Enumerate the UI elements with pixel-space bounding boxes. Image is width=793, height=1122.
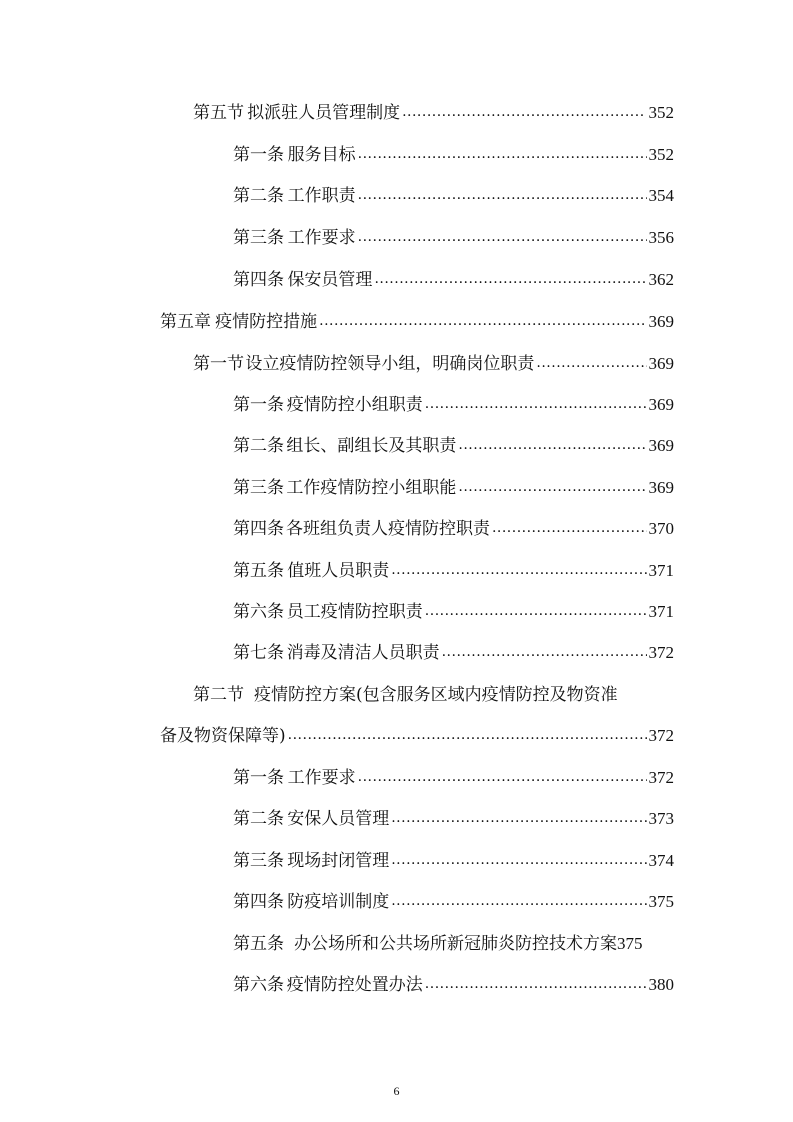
toc-entry-label: 第七条 [233,643,284,663]
toc-leader-dots [425,395,647,413]
toc-entry-title: 值班人员职责 [287,561,390,581]
toc-entry-page: 352 [648,145,674,164]
toc-leader-dots [358,186,647,204]
toc-entry[interactable] [193,94,674,124]
toc-leader-dots [288,726,647,744]
toc-entry-page: 354 [648,186,674,205]
toc-entry-page: 371 [648,561,674,580]
toc-entry-title: 消毒及清洁人员职责 [286,643,440,663]
toc-entry-label: 第一条 [233,768,284,788]
toc-entry-title: 各班组负责人疫情防控职责 [285,519,490,539]
toc-entry-label: 第六条 [233,602,284,622]
toc-entry-label: 第四条 [233,892,284,912]
toc-entry-page: 362 [648,270,674,289]
toc-entry[interactable] [160,303,674,333]
toc-entry-title: 设立疫情防控领导小组，明确岗位职责 [245,354,535,374]
toc-entry-label: 第一条 [233,145,284,165]
toc-entry-title: 疫情防控处置办法 [286,975,423,995]
toc-entry-page: 372 [648,643,674,662]
toc-leader-dots [425,602,647,620]
toc-entry-label: 第二条 [233,186,284,206]
toc-entry-label: 第五条 [233,934,284,954]
toc-entry-title: 办公场所和公共场所新冠肺炎防控技术方案 [294,934,617,954]
toc-leader-dots [358,768,647,786]
toc-entry-title: 工作要求 [287,768,356,788]
toc-entry-title: 疫情防控措施 [215,312,318,332]
toc-entry[interactable] [233,136,674,166]
toc-entry[interactable] [233,759,674,789]
toc-leader-dots [358,145,647,163]
toc-entry[interactable] [233,469,674,499]
toc-entry-title: 防疫培训制度 [287,892,390,912]
toc-entry-title: 工作要求 [287,228,356,248]
toc-entry[interactable] [233,966,674,996]
toc-entry-title: 员工疫情防控职责 [286,602,423,622]
toc-entry-title: 工作职责 [287,186,356,206]
toc-entry-page: 352 [648,103,674,122]
toc-entry-continuation[interactable] [160,717,674,747]
toc-entry-page: 372 [648,726,674,745]
toc-entry-title: 疫情防控小组职责 [286,395,423,415]
toc-entry-page: 373 [648,809,674,828]
toc-entry-title: 组长、副组长及其职责 [286,436,457,456]
toc-entry-label: 第二条 [233,436,284,456]
toc-entry[interactable] [233,177,674,207]
toc-entry-page: 380 [648,975,674,994]
toc-entry[interactable] [193,676,674,706]
toc-entry-page: 369 [648,436,674,455]
toc-entry-title: 现场封闭管理 [287,851,390,871]
toc-leader-dots [391,892,646,910]
toc-entry-label: 第二节 [193,685,244,705]
toc-entry[interactable] [233,219,674,249]
toc-entry-label: 第三条 [233,478,284,498]
toc-entry[interactable] [233,925,674,955]
toc-entry[interactable] [233,261,674,291]
toc-entry-label: 第三条 [233,851,284,871]
toc-entry[interactable] [233,386,674,416]
toc-entry[interactable] [233,552,674,582]
toc-entry-label: 第五章 [160,312,211,332]
toc-entry[interactable] [233,800,674,830]
toc-entry[interactable] [233,634,674,664]
toc-entry[interactable] [193,345,674,375]
toc-entry-label: 第三条 [233,228,284,248]
toc-entry-label: 第四条 [233,519,284,539]
toc-entry-title: 工作疫情防控小组职能 [286,478,457,498]
toc-entry-page: 369 [648,395,674,414]
toc-entry-page: 372 [648,768,674,787]
toc-leader-dots [425,975,647,993]
toc-entry-label: 第六条 [233,975,284,995]
toc-entry-page: 375 [648,892,674,911]
toc-entry[interactable] [233,883,674,913]
toc-entry[interactable] [233,593,674,623]
toc-entry-page: 375 [617,934,643,953]
toc-entry-title: 保安员管理 [287,270,373,290]
toc-leader-dots [536,354,646,372]
toc-leader-dots [492,519,647,537]
toc-leader-dots [391,809,646,827]
toc-entry-title: 服务目标 [287,145,356,165]
toc-entry-page: 369 [648,478,674,497]
toc-entry-page: 370 [648,519,674,538]
toc-entry-page: 369 [648,312,674,331]
toc-entry-label: 第五节 [193,103,244,123]
toc-entry-title: 安保人员管理 [287,809,390,829]
toc-entry-label: 第一条 [233,395,284,415]
page-number: 6 [393,1084,400,1098]
toc-leader-dots [402,103,646,121]
toc-leader-dots [374,270,646,288]
toc-leader-dots [358,228,647,246]
toc-entry-label: 第二条 [233,809,284,829]
toc-entry-label: 第四条 [233,270,284,290]
toc-leader-dots [391,561,646,579]
toc-entry-page: 374 [648,851,674,870]
toc-entry-page: 369 [648,354,674,373]
toc-entry[interactable] [233,427,674,457]
toc-leader-dots [442,643,647,661]
toc-entry[interactable] [233,510,674,540]
toc-leader-dots [458,478,646,496]
toc-entry-page: 371 [648,602,674,621]
toc-leader-dots [319,312,646,330]
toc-leader-dots [458,436,646,454]
toc-entry-title: 疫情防控方案(包含服务区域内疫情防控及物资准 [254,685,618,705]
toc-entry-title: 拟派驻人员管理制度 [247,103,401,123]
toc-leader-dots [391,851,646,869]
toc-entry-label: 第五条 [233,561,284,581]
toc-entry-title-continued: 备及物资保障等) [160,726,286,746]
toc-entry[interactable] [233,842,674,872]
toc-entry-page: 356 [648,228,674,247]
toc-entry-label: 第一节 [193,354,244,374]
